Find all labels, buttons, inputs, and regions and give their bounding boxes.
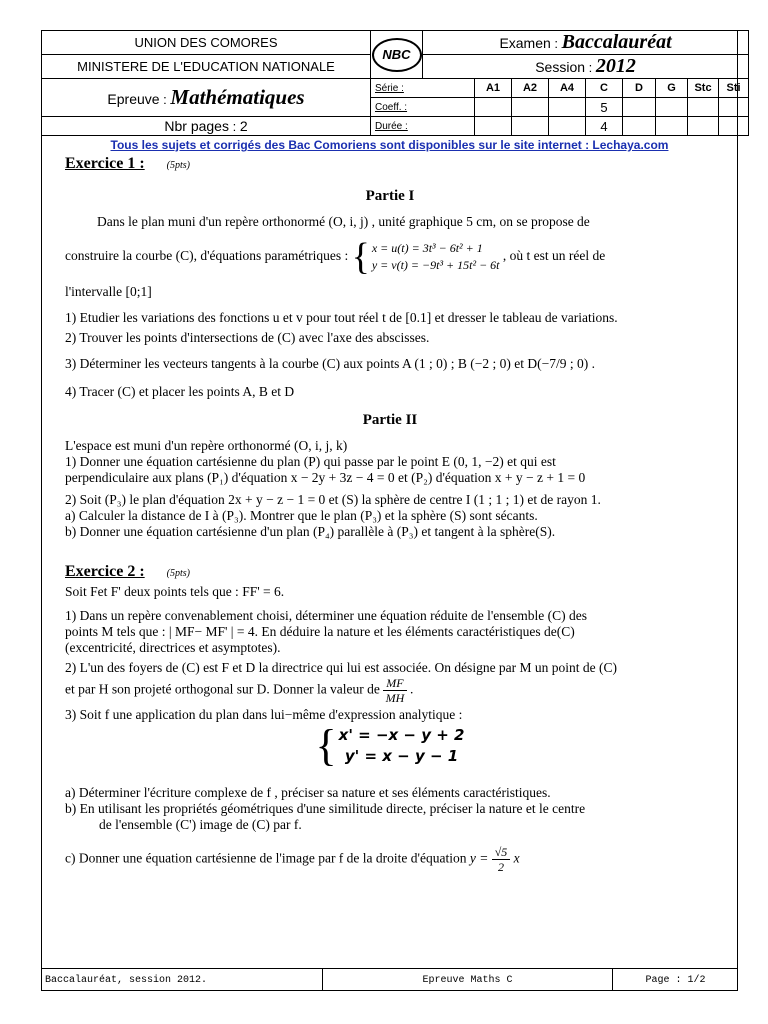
ex1-q3: 3) Déterminer les vecteurs tangents à la courbe (C) aux points A (1 ; 0) ; B (−2 ; 0) et D(−7/9 ; 0) . [65,356,595,371]
ex1-q4: 4) Tracer (C) et placer les points A, B et D [65,384,295,399]
serie-A4: A4 [549,79,586,98]
logo-cell [371,31,423,79]
eq-x: x = u(t) = 3t³ − 6t² + 1 [371,241,483,255]
qc-eq-lhs: y = [469,850,489,866]
p2-intro: L'espace est muni d'un repère orthonormé (O, i, j, k) [65,438,348,453]
website-notice: Tous les sujets et corrigés des Bac Comoriens sont disponibles sur le site internet : Lechaya.com [110,138,669,152]
eq-y: y = v(t) = −9t³ + 15t² − 6t [371,258,500,272]
qc-num: √5 [492,845,511,860]
duree-label: Durée : [371,117,475,136]
p2-q1b: perpendiculaire aux plans (P₁) d'équation x − 2y + 3z − 4 = 0 et (P₂) d'équation x + y − z + 1 = 0 [65,470,586,485]
session-label: Session [535,59,586,75]
ex2-l1: Soit Fet F' deux points tels que : FF' = 6. [65,584,285,599]
p2-q2b: b) Donner une équation cartésienne d'un plan (P₄) parallèle à (P₃) et tangent à la sphère(S). [65,524,556,539]
serie-Stc: Stc [688,79,719,98]
ex2-qc: c) Donner une équation cartésienne de l'image par f de la droite d'équation [65,850,467,866]
mf-mh-fraction [383,676,406,705]
footer-page: Page : 1/2 [645,974,706,986]
serie-C: C [586,79,623,98]
sys-x: x' = −x − y + 2 [338,726,465,744]
ex2-l3a: 2) L'un des foyers de (C) est F et D la directrice qui lui est associée. On désigne par M un point de (C) [65,660,618,675]
session-value: 2012 [595,55,636,77]
frac-den: MH [385,691,405,705]
serie-Sti: Sti [719,79,749,98]
sqrt5-over-2 [492,845,511,874]
ex2-l2a: 1) Dans un repère convenablement choisi, déterminer une équation réduite de l'ensemble (C) des [65,608,587,623]
partie-1-title: Partie I [365,188,415,204]
footer-left: Baccalauréat, session 2012. [41,969,323,991]
pages-value: 2 [239,118,248,134]
ex1-intro-c: , où t est un réel de [502,248,606,264]
transform-system: { x' = −x − y + 2 y' = x − y − 1 [315,721,465,770]
exercise-1-points: (5pts) [166,160,191,171]
duree-value: 4 [586,117,623,136]
page-footer [41,968,738,991]
partie-2-title: Partie II [362,412,418,428]
exam-content: Exercice 1 : (5pts) Partie I Dans le plan muni d'un repère orthonormé (O, i, j) , unité graphique 5 cm, on se propose de construire la courbe (C), d'équations paramétriques : { x = u(t) = 3t³ − 6t² + 1 y = v(t) = −9t³ + 15t² − 6t , où t est un réel de l'intervalle [0;1] 1) Etudier les variations des fonctions u et v pour tout réel t de [0.1] et dresser le tableau de variations. 2) Trouver les points d'intersections de (C) avec l'axe des abscisses. 3) Déterminer les vecteurs tangents à la courbe (C) aux points A (1 ; 0) ; B (−2 ; 0) et D(−7/9 ; 0) . 4) Tracer (C) et placer les points A, B et D Partie II L'espace est muni d'un repère orthonormé (O, i, j, k) 1) Donner une équation cartésienne du plan (P) qui passe par le point E (0, 1, −2) et qui est perpendiculaire aux plans (P₁) d'équation x − 2y + 3z − 4 = 0 et (P₂) d'équation x + y − z + 1 = 0 2) Soit (P₃) le plan d'équation 2x + y − z − 1 = 0 et (S) la sphère de centre I (1 ; 1 ; 1) et de rayon 1. a) Calculer la distance de I à (P₃). Montrer que le plan (P₃) et la sphère (S) sont sécants. b) Donner une équation cartésienne d'un plan (P₄) parallèle à (P₃) et tangent à la sphère(S). Exercice 2 : (5pts) Soit Fet F' deux points tels que : FF' = 6. 1) Dans un repère convenablement choisi, déterminer une équation réduite de l'ensemble (C) des points M tels que : | MF− MF' | = 4. En déduire la nature et les éléments caractéristiques de(C) (excentricité, directrices et asymptotes). 2) L'un des foyers de (C) est F et D la directrice qui lui est associée. On désigne par M un point de (C) et par H son projeté orthogonal sur D. Donner la valeur de $\frac{MF}{MH}$ . 3) Soit f une application du plan dans lui−même d'expression analytique : { x' = −x − y + 2 y' = x − y − 1 a) Déterminer l'écriture complexe de f , préciser sa nature et ses éléments caractéristiques. b) En utilisant les propriétés géométriques d'une similitude directe, préciser la nature et le centre de l'ensemble (C') image de (C) par f. c) Donner une équation cartésienne de l'image par f de la droite d'équation y = $\frac{√5}{2}$ x [65,154,715,874]
ex2-l3b: et par H son projeté orthogonal sur D. Donner la valeur de [65,681,380,697]
serie-G: G [656,79,688,98]
pages-cell: Nbr pages : 2 [42,117,371,136]
serie-label: Série : [371,79,475,98]
exam-value: Baccalauréat [561,31,672,53]
logo: NBC [372,38,422,72]
exam-cell: Examen : Baccalauréat [423,31,749,55]
p2-q1a: 1) Donner une équation cartésienne du plan (P) qui passe par le point E (0, 1, −2) et qui est [65,454,556,469]
exercise-2-points: (5pts) [166,568,191,579]
ex2-qb2: de l'ensemble (C') image de (C) par f. [99,817,302,832]
country-cell: UNION DES COMORES [42,31,371,55]
ex2-qa: a) Déterminer l'écriture complexe de f , préciser sa nature et ses éléments caractéristiques. [65,785,551,800]
session-cell: Session : 2012 [423,55,749,79]
exam-label: Examen [499,35,551,51]
ex2-l2c: (excentricité, directrices et asymptotes). [65,640,281,655]
ex1-q2: 2) Trouver les points d'intersections de (C) avec l'axe des abscisses. [65,330,430,345]
sys-y: y' = x − y − 1 [344,747,459,765]
ex2-qb1: b) En utilisant les propriétés géométriques d'une similitude directe, préciser la nature et le centre [65,801,586,816]
epreuve-cell: Epreuve : Mathématiques [42,79,371,117]
serie-A2: A2 [512,79,549,98]
frac-num: MF [383,676,406,691]
ministry-cell: MINISTERE DE L'EDUCATION NATIONALE [42,55,371,79]
exam-header [41,30,749,136]
ex1-intro-b: construire la courbe (C), d'équations paramétriques : [65,248,349,264]
exercise-2-title: Exercice 2 : [65,563,145,580]
p2-q2a: a) Calculer la distance de I à (P₃). Montrer que le plan (P₃) et la sphère (S) sont sécants. [65,508,538,523]
ex1-intro-d: l'intervalle [0;1] [65,284,152,299]
qc-den: 2 [497,860,504,874]
coeff-value: 5 [586,98,623,117]
epreuve-label: Epreuve [107,91,160,107]
serie-A1: A1 [475,79,512,98]
exercise-1-title: Exercice 1 : [65,155,145,172]
pages-label: Nbr pages [164,118,229,134]
coeff-label: Coeff. : [371,98,475,117]
ex2-l4: 3) Soit f une application du plan dans lui−même d'expression analytique : [65,707,463,722]
parametric-system: { x = u(t) = 3t³ − 6t² + 1 y = v(t) = −9t³ + 15t² − 6t [351,236,500,278]
footer-center: Epreuve Maths C [323,969,613,991]
serie-D: D [623,79,656,98]
ex1-q1: 1) Etudier les variations des fonctions u et v pour tout réel t de [0.1] et dresser le tableau de variations. [65,310,618,325]
epreuve-value: Mathématiques [170,85,305,109]
p2-q2: 2) Soit (P₃) le plan d'équation 2x + y − z − 1 = 0 et (S) la sphère de centre I (1 ; 1 ; 1) et de rayon 1. [65,492,601,507]
qc-x: x [513,850,520,866]
ex1-intro-a: Dans le plan muni d'un repère orthonormé (O, i, j) , unité graphique 5 cm, on se propose de [97,214,590,229]
ex2-l2b: points M tels que : | MF− MF' | = 4. En déduire la nature et les éléments caractéristiques de(C) [65,624,575,639]
